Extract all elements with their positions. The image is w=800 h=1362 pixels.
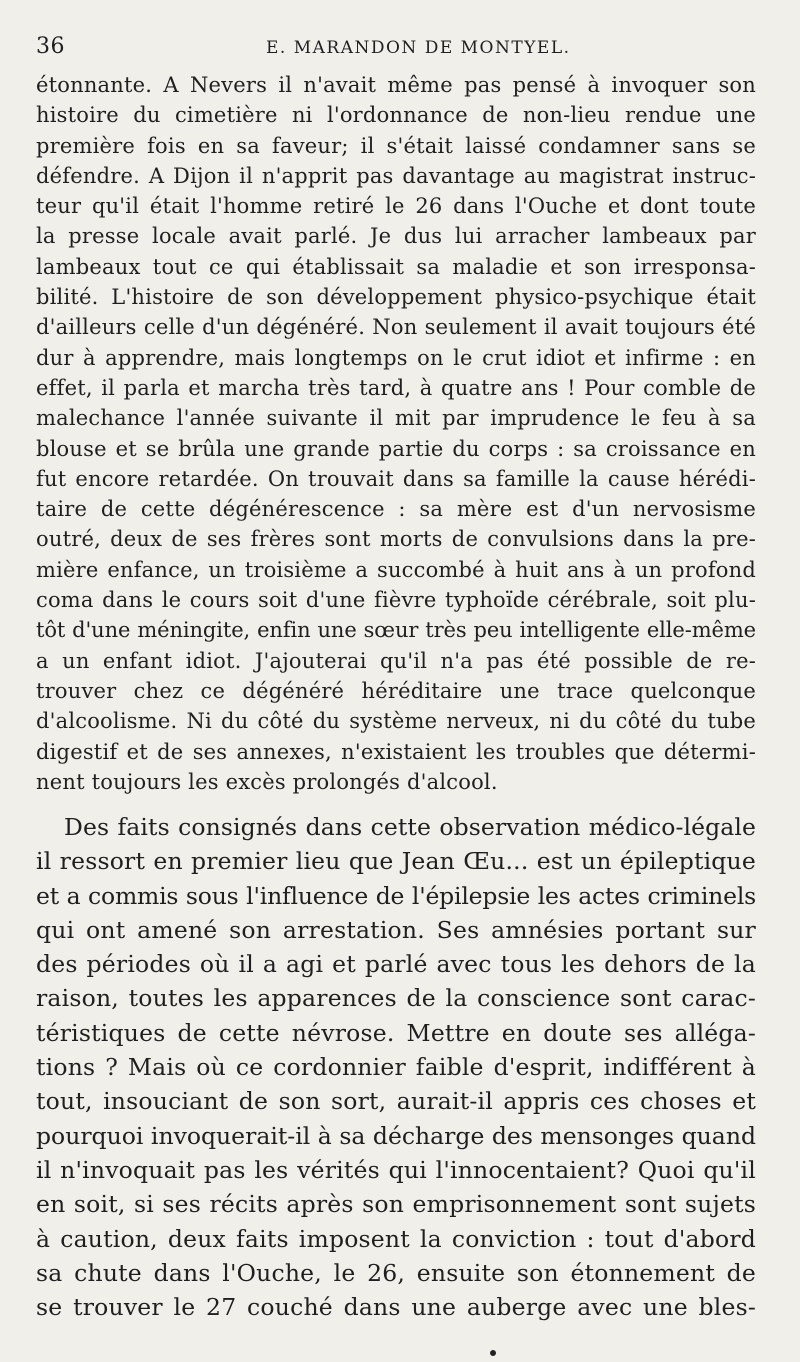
page-number: 36 (36, 34, 65, 59)
printer-mark-dot (490, 1350, 496, 1356)
text-line: d'ailleurs celle d'un dégénéré. Non seulement il avait toujours été (36, 315, 756, 340)
running-head: E. MARANDON DE MONTYEL. (266, 38, 571, 58)
text-line: tions ? Mais où ce cordonnier faible d'esprit, indifférent à (36, 1053, 756, 1082)
text-line: tout, insouciant de son sort, aurait-il appris ces choses et (36, 1087, 756, 1116)
text-line: la presse locale avait parlé. Je dus lui arracher lambeaux par (36, 224, 756, 249)
text-line: téristiques de cette névrose. Mettre en doute ses alléga- (36, 1018, 756, 1047)
text-line: trouver chez ce dégénéré héréditaire une trace quelconque (36, 678, 756, 703)
paragraph-conclusions (36, 810, 756, 1324)
page-header (36, 34, 756, 66)
text-line: d'alcoolisme. Ni du côté du système nerveux, ni du côté du tube (36, 709, 756, 734)
text-line: a un enfant idiot. J'ajouterai qu'il n'a pas été possible de re- (36, 648, 756, 673)
text-line: il n'invoquait pas les vérités qui l'innocentaient? Quoi qu'il (36, 1155, 756, 1184)
text-line: étonnante. A Nevers il n'avait même pas pensé à invoquer son (36, 73, 756, 97)
text-line: à caution, deux faits imposent la conviction : tout d'abord (36, 1224, 756, 1253)
text-line: teur qu'il était l'homme retiré le 26 dans l'Ouche et dont toute (36, 194, 756, 219)
text-line: défendre. A Dijon il n'apprit pas davantage au magistrat instruc- (36, 163, 756, 188)
text-line: première fois en sa faveur; il s'était laissé condamner sans se (36, 133, 756, 158)
text-line: bilité. L'histoire de son développement physico-psychique était (36, 285, 756, 310)
text-line: dur à apprendre, mais longtemps on le crut idiot et infirme : en (36, 345, 756, 370)
text-line: pourquoi invoquerait-il à sa décharge des mensonges quand (36, 1121, 756, 1150)
paragraph-case-history (36, 70, 756, 797)
text-line: des périodes où il a agi et parlé avec tous les dehors de la (36, 950, 756, 979)
text-line: sa chute dans l'Ouche, le 26, ensuite son étonnement de (36, 1258, 756, 1287)
text-line: lambeaux tout ce qui établissait sa maladie et son irresponsa- (36, 254, 756, 279)
text-line: et a commis sous l'influence de l'épilepsie les actes criminels (36, 881, 756, 910)
text-line: Des faits consignés dans cette observation médico-légale (64, 813, 756, 841)
text-line: outré, deux de ses frères sont morts de convulsions dans la pre- (36, 527, 756, 552)
text-line: il ressort en premier lieu que Jean Œu... est un épileptique (36, 847, 756, 876)
text-line: qui ont amené son arrestation. Ses amnésies portant sur (36, 915, 756, 944)
text-line: taire de cette dégénérescence : sa mère est d'un nervosisme (36, 497, 756, 522)
text-line: en soit, si ses récits après son emprisonnement sont sujets (36, 1190, 756, 1219)
text-line: nent toujours les excès prolongés d'alcool. (36, 769, 498, 794)
text-line: tôt d'une méningite, enfin une sœur très peu intelligente elle-même (36, 618, 756, 643)
text-line: malechance l'année suivante il mit par imprudence le feu à sa (36, 406, 756, 431)
text-line: histoire du cimetière ni l'ordonnance de non-lieu rendue une (36, 103, 756, 128)
text-line: fut encore retardée. On trouvait dans sa famille la cause hérédi- (36, 466, 756, 491)
text-line: mière enfance, un troisième a succombé à huit ans à un profond (36, 557, 756, 582)
text-line: coma dans le cours soit d'une fièvre typhoïde cérébrale, soit plu- (36, 588, 756, 613)
text-line: blouse et se brûla une grande partie du corps : sa croissance en (36, 436, 756, 461)
text-line: se trouver le 27 couché dans une auberge avec une bles- (36, 1293, 756, 1322)
text-line: raison, toutes les apparences de la conscience sont carac- (36, 984, 756, 1013)
text-line: digestif et de ses annexes, n'existaient les troubles que détermi- (36, 739, 756, 764)
text-line: effet, il parla et marcha très tard, à quatre ans ! Pour comble de (36, 375, 756, 400)
